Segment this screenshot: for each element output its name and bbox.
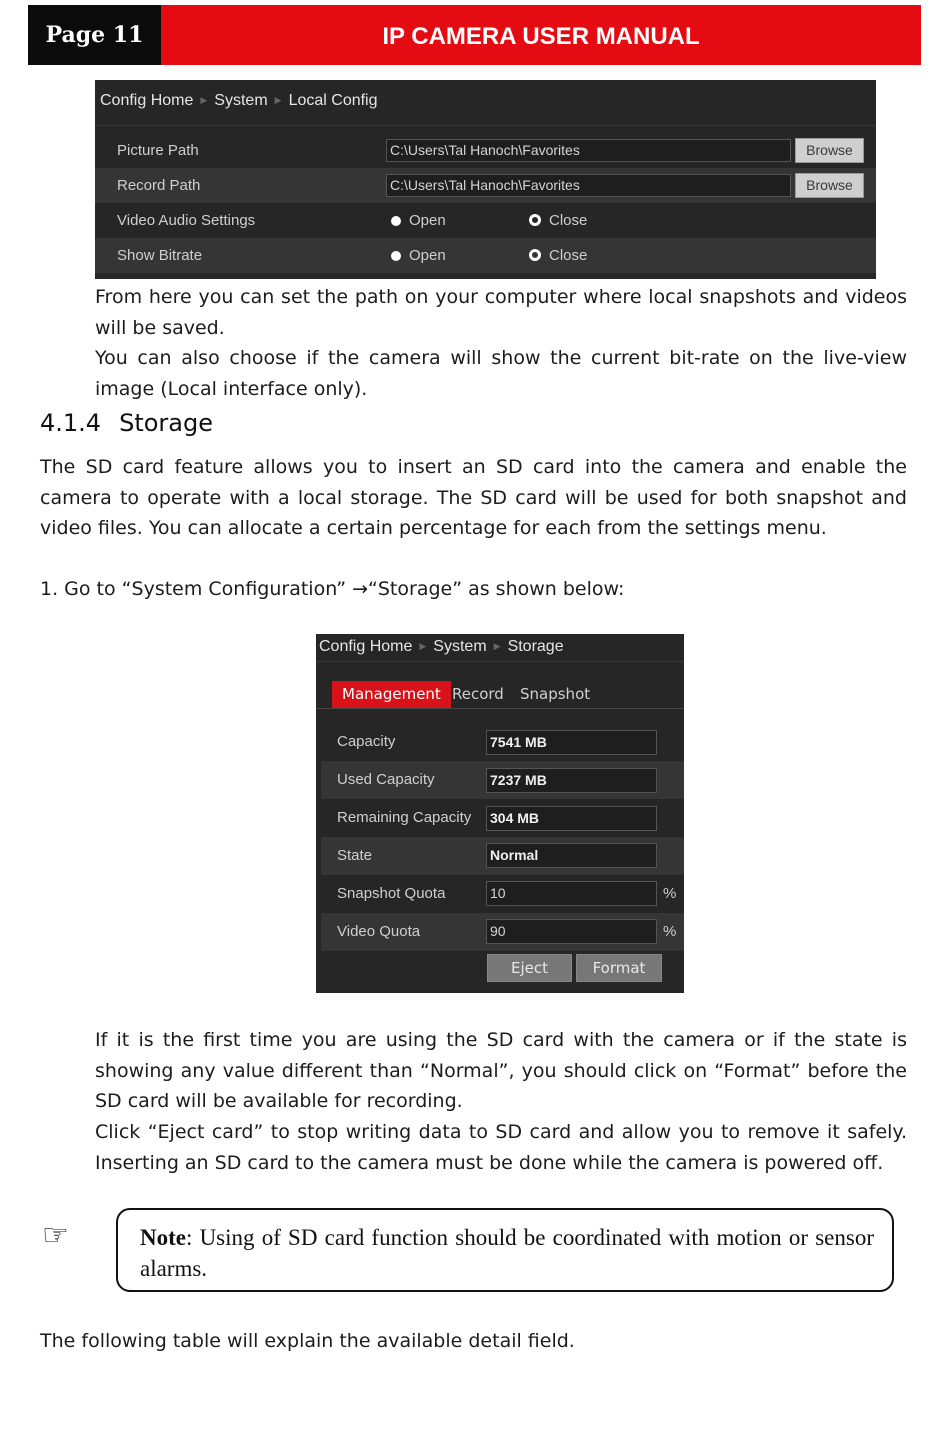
note-label: Note	[140, 1225, 186, 1250]
used-capacity-row	[321, 761, 684, 799]
step-1-text-a: 1. Go to “System Configuration”	[40, 578, 353, 600]
used-capacity-value: 7237 MB	[486, 768, 657, 793]
breadcrumb	[319, 638, 564, 656]
radio-filled-icon	[391, 251, 401, 261]
breadcrumb-config-home[interactable]: Config Home	[319, 638, 413, 655]
footer-paragraph: The following table will explain the available detail field.	[40, 1330, 575, 1352]
step-1-text-b: “Storage” as shown below:	[368, 578, 625, 600]
video-quota-input[interactable]: 90	[486, 919, 657, 944]
breadcrumb-system[interactable]: System	[433, 638, 487, 655]
snapshot-quota-unit: %	[663, 885, 677, 902]
breadcrumb	[100, 92, 378, 110]
radio-label: Open	[409, 247, 446, 264]
capacity-row	[321, 723, 684, 761]
capacity-value: 7541 MB	[486, 730, 657, 755]
breadcrumb-config-home[interactable]: Config Home	[100, 92, 194, 109]
show-bitrate-label: Show Bitrate	[117, 247, 203, 264]
tab-record[interactable]: Record	[452, 685, 504, 703]
remaining-capacity-row	[321, 799, 684, 837]
storage-step-1	[40, 574, 907, 605]
radio-label: Open	[409, 212, 446, 229]
tab-snapshot[interactable]: Snapshot	[520, 685, 591, 703]
page-number-label: Page 11	[28, 5, 161, 65]
capacity-label: Capacity	[337, 733, 396, 750]
breadcrumb-storage: Storage	[507, 638, 564, 655]
state-row	[321, 837, 684, 875]
video-quota-label: Video Quota	[337, 923, 421, 940]
picture-path-label: Picture Path	[117, 142, 199, 159]
radio-label: Close	[549, 247, 588, 264]
note-body: : Using of SD card function should be coordinated with motion or sensor alarms.	[140, 1225, 874, 1281]
breadcrumb-system[interactable]: System	[214, 92, 268, 109]
breadcrumb-local-config: Local Config	[288, 92, 378, 109]
video-audio-settings-label: Video Audio Settings	[117, 212, 256, 229]
pointing-hand-icon: ☞	[42, 1218, 69, 1253]
eject-button[interactable]: Eject	[487, 954, 572, 982]
radio-label: Close	[549, 212, 588, 229]
eject-instructions-paragraph: Click “Eject card” to stop writing data to SD card and allow you to remove it safely. Inserting an SD card to the camera must be done while the camera is powered off.	[95, 1121, 907, 1174]
local-config-paragraph-1: From here you can set the path on your computer where local snapshots and videos will be saved.	[95, 286, 907, 339]
note-text	[140, 1222, 874, 1284]
snapshot-quota-input[interactable]: 10	[486, 881, 657, 906]
record-path-browse-button[interactable]: Browse	[795, 173, 864, 198]
radio-selected-icon	[529, 214, 541, 226]
remaining-capacity-value: 304 MB	[486, 806, 657, 831]
breadcrumb-separator-icon: ▶	[419, 641, 427, 651]
section-number: 4.1.4	[40, 409, 102, 437]
record-path-label: Record Path	[117, 177, 201, 194]
record-path-row	[95, 168, 876, 203]
tab-underline	[316, 708, 684, 709]
state-label: State	[337, 847, 373, 864]
divider	[316, 661, 684, 662]
storage-rows	[321, 723, 684, 949]
section-title: Storage	[119, 409, 213, 437]
radio-filled-icon	[391, 216, 401, 226]
picture-path-browse-button[interactable]: Browse	[795, 138, 864, 163]
picture-path-input[interactable]: C:\Users\Tal Hanoch\Favorites	[386, 139, 791, 162]
record-path-input[interactable]: C:\Users\Tal Hanoch\Favorites	[386, 174, 791, 197]
format-instructions-paragraph: If it is the first time you are using the SD card with the camera or if the state is showing any value different than “Normal”, you should click on “Format” before the SD card will be available for recording.	[95, 1029, 907, 1112]
snapshot-quota-label: Snapshot Quota	[337, 885, 446, 902]
video-audio-open-radio[interactable]	[391, 203, 446, 238]
tab-management[interactable]: Management	[332, 681, 451, 708]
arrow-right-icon: →	[352, 578, 369, 600]
local-config-paragraph-2: You can also choose if the camera will show the current bit-rate on the live-view image (Local interface only).	[95, 347, 907, 400]
show-bitrate-open-radio[interactable]	[391, 238, 446, 273]
note-box	[116, 1208, 894, 1292]
storage-intro-paragraph: The SD card feature allows you to insert an SD card into the camera and enable the camera to operate with a local storage. The SD card will be used for both snapshot and video files. You can allocate a certain percentage for each from the settings menu.	[40, 456, 907, 539]
snapshot-quota-row	[321, 875, 684, 913]
show-bitrate-row	[95, 238, 876, 273]
video-quota-unit: %	[663, 923, 677, 940]
section-heading	[40, 409, 213, 437]
divider	[95, 125, 876, 126]
local-config-panel	[95, 80, 876, 279]
radio-selected-icon	[529, 249, 541, 261]
state-value: Normal	[486, 843, 657, 868]
format-button[interactable]: Format	[576, 954, 662, 982]
show-bitrate-close-radio[interactable]	[529, 238, 587, 273]
breadcrumb-separator-icon: ▶	[200, 95, 208, 105]
remaining-capacity-label: Remaining Capacity	[337, 809, 472, 826]
manual-title: IP CAMERA USER MANUAL	[161, 5, 921, 65]
video-audio-settings-row	[95, 203, 876, 238]
breadcrumb-separator-icon: ▶	[493, 641, 501, 651]
breadcrumb-separator-icon: ▶	[274, 95, 282, 105]
used-capacity-label: Used Capacity	[337, 771, 435, 788]
video-audio-close-radio[interactable]	[529, 203, 587, 238]
video-quota-row	[321, 913, 684, 951]
picture-path-row	[95, 133, 876, 168]
